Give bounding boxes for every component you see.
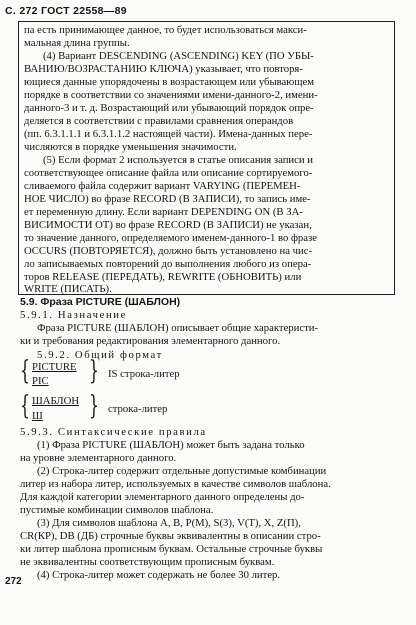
rule-line: пустимые комбинации символов шаблона. <box>20 504 214 516</box>
purpose-line: ки и требования редактирования элементарного данного. <box>20 335 281 347</box>
rule-line: не эквивалентны соответствующим прописным буквам. <box>20 556 275 568</box>
format-keyword: Ш <box>32 410 43 422</box>
format-keyword: PICTURE <box>32 361 77 373</box>
format-keyword: PIC <box>32 375 49 387</box>
box-line: сливаемого файла содержит вариант VARYING (ПЕРЕМЕН- <box>24 180 301 192</box>
box-line: (5) Если формат 2 используется в статье описания записи и <box>43 154 313 166</box>
box-line: WRITE (ПИСАТЬ). <box>24 283 112 295</box>
left-brace: { <box>20 391 30 421</box>
box-line: числяются в порядке уменьшения значимости. <box>24 141 237 153</box>
box-line: (4) Вариант DESCENDING (ASCENDING) KEY (ПО УБЫ- <box>43 50 314 62</box>
box-line: ВИСИМОСТИ ОТ) во фразе RECORD (В ЗАПИСИ) не указан, <box>24 219 312 231</box>
box-line: ющиеся данные упорядочены в возрастающем или убывающем <box>24 76 315 88</box>
box-line: ло записываемых повторений до выполнения любого из опера- <box>24 258 312 270</box>
box-line: па есть принимающее данное, то будет использоваться макси- <box>24 24 307 36</box>
right-brace: } <box>89 391 99 421</box>
rule-line: литер из набора литер, используемых в качестве символов шаблона. <box>20 478 331 490</box>
box-line: деляется в соответствии с правилами сравнения операндов <box>24 115 294 127</box>
box-line: НОЕ ЧИСЛО) во фразе RECORD (В ЗАПИСИ), то запись име- <box>24 193 311 205</box>
right-brace: } <box>89 356 99 386</box>
purpose-line: Фраза PICTURE (ШАБЛОН) описывает общие характеристи- <box>37 322 319 334</box>
page-number: 272 <box>5 576 22 587</box>
format-operand: IS строка-литер <box>108 368 180 380</box>
format-keyword: ШАБЛОН <box>32 395 80 407</box>
box-line: данного-3 и т. д. Возрастающий или убывающий порядок опре- <box>24 102 314 114</box>
box-line: ет переменную длину. Если вариант DEPENDING ON (В ЗА- <box>24 206 303 218</box>
rule-line: (1) Фраза PICTURE (ШАБЛОН) может быть задана только <box>37 439 305 451</box>
subsection-heading: 5.9.1. Назначение <box>20 309 127 321</box>
rule-line: (3) Для символов шаблона A, B, P(M), S(3), V(T), X, Z(П), <box>37 517 301 529</box>
subsection-heading: 5.9.2. Общий формат <box>37 349 163 361</box>
rule-line: на уровне элементарного данного. <box>20 452 177 464</box>
running-header: С. 272 ГОСТ 22558—89 <box>5 5 127 17</box>
box-line: то значение данного, определяемого именем-данного-1 во фразе <box>24 232 317 244</box>
subsection-heading: 5.9.3. Синтаксические правила <box>20 426 207 438</box>
box-line: порядке в соответствии со значениями имени-данного-2, имени- <box>24 89 318 101</box>
left-brace: { <box>20 356 30 386</box>
box-line: мальная длина группы. <box>24 37 130 49</box>
section-title: 5.9. Фраза PICTURE (ШАБЛОН) <box>20 296 181 308</box>
box-line: торов RELEASE (ПЕРЕДАТЬ), REWRITE (ОБНОВИТЬ) или <box>24 271 302 283</box>
rule-line: (2) Строка-литер содержит отдельные допустимые комбинации <box>37 465 327 477</box>
box-line: ВАНИЮ/ВОЗРАСТАНИЮ КЛЮЧА) указывает, что повторя- <box>24 63 303 75</box>
rule-line: Для каждой категории элементарного данного определены до- <box>20 491 305 503</box>
rule-line: ки литер шаблона прописным буквам. Остальные строчные буквы <box>20 543 323 555</box>
box-line: OCCURS (ПОВТОРЯЕТСЯ), должно быть установлено на чис- <box>24 245 313 257</box>
format-operand: строка-литер <box>108 403 168 415</box>
box-line: соответствующее описание файла или описание сортируемого- <box>24 167 313 179</box>
rule-line: (4) Строка-литер может содержать не более 30 литер. <box>37 569 281 581</box>
rule-line: CR(КР), DB (ДБ) строчные буквы эквивалентны в описании стро- <box>20 530 321 542</box>
box-line: (пп. 6.3.1.1.1 и 6.3.1.1.2 настоящей части). Имена-данных пере- <box>24 128 313 140</box>
